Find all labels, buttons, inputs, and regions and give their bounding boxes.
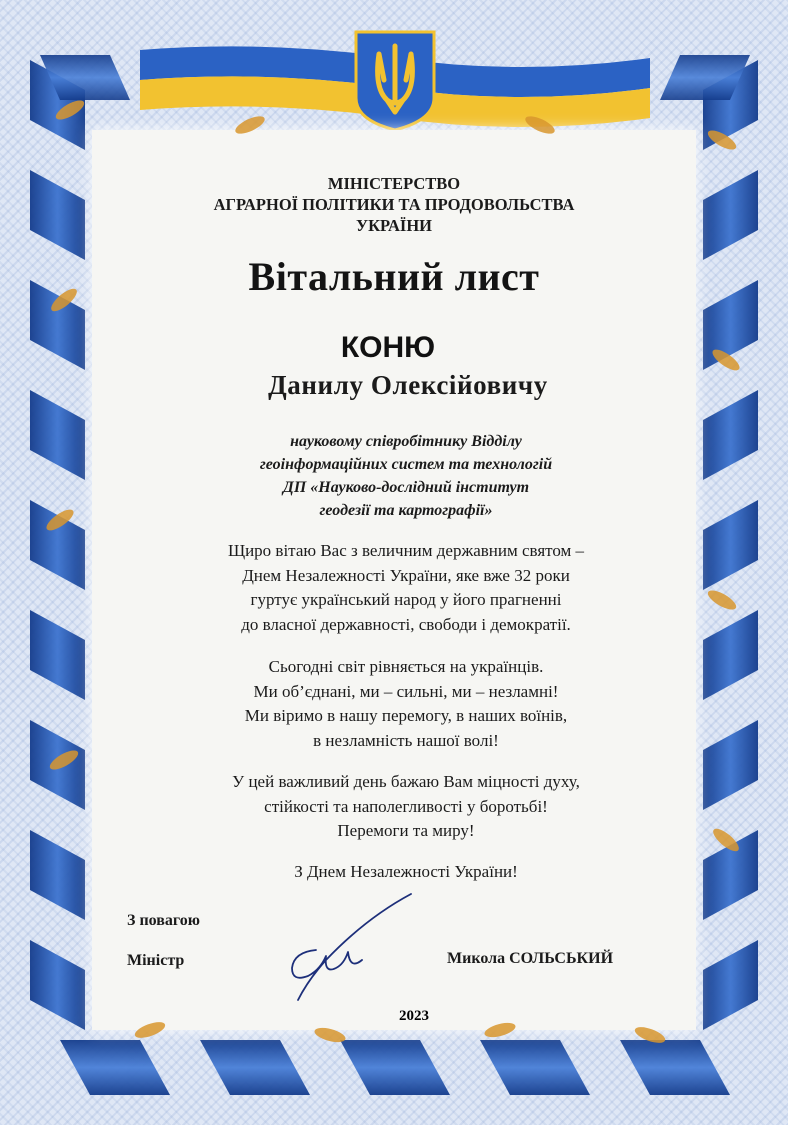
paragraph-line: Перемоги та миру!: [337, 821, 475, 840]
greeting-paragraph: [12, 539, 788, 637]
ministry-line: МІНІСТЕРСТВО: [327, 174, 461, 193]
paragraph-line: З Днем Незалежності України!: [294, 862, 518, 881]
ministry-line: УКРАЇНИ: [355, 216, 433, 235]
paragraph-line: У цей важливий день бажаю Вам міцності духу,: [232, 772, 580, 791]
year-label: 2023: [399, 1008, 429, 1024]
paragraph-line: Сьогодні світ рівняється на українців.: [268, 657, 544, 676]
recipient-given-names: Данилу Олексійовичу: [268, 370, 548, 400]
ministry-line: АГРАРНОЇ ПОЛІТИКИ ТА ПРОДОВОЛЬСТВА: [213, 195, 575, 214]
position-line: геоінформаційних систем та технологій: [259, 456, 553, 473]
minister-name: Микола СОЛЬСЬКИЙ: [447, 950, 614, 967]
position-line: науковому співробітнику Відділу: [290, 433, 522, 450]
paragraph-line: гуртує український народ у його прагненні: [250, 590, 562, 609]
ministry-header: [0, 173, 788, 236]
recipient-surname: КОНЮ: [340, 331, 436, 364]
unity-paragraph: [12, 655, 788, 753]
signature-icon: [286, 890, 416, 1010]
position-line: геодезії та картографії»: [319, 502, 493, 519]
letter-title: Вітальний лист: [248, 254, 540, 299]
paragraph-line: Днем Незалежності України, яке вже 32 роки: [242, 565, 570, 585]
paragraph-line: стійкості та наполегливості у боротьбі!: [264, 796, 548, 816]
paragraph-line: в незламність нашої волі!: [313, 730, 499, 750]
minister-role: Міністр: [127, 952, 185, 969]
paragraph-line: Ми об’єднані, ми – сильні, ми – незламні!: [253, 681, 559, 701]
closing-paragraph: [12, 860, 788, 885]
paragraph-line: до власної державності, свободи і демократії.: [241, 614, 571, 634]
recipient-position: [12, 430, 788, 522]
wishes-paragraph: [12, 770, 788, 844]
position-line: ДП «Науково-дослідний інститут: [282, 479, 530, 496]
paragraph-line: Щиро вітаю Вас з величним державним святом –: [227, 541, 585, 560]
respect-label: З повагою: [127, 912, 200, 929]
paragraph-line: Ми віримо в нашу перемогу, в наших воїнів,: [244, 706, 568, 725]
